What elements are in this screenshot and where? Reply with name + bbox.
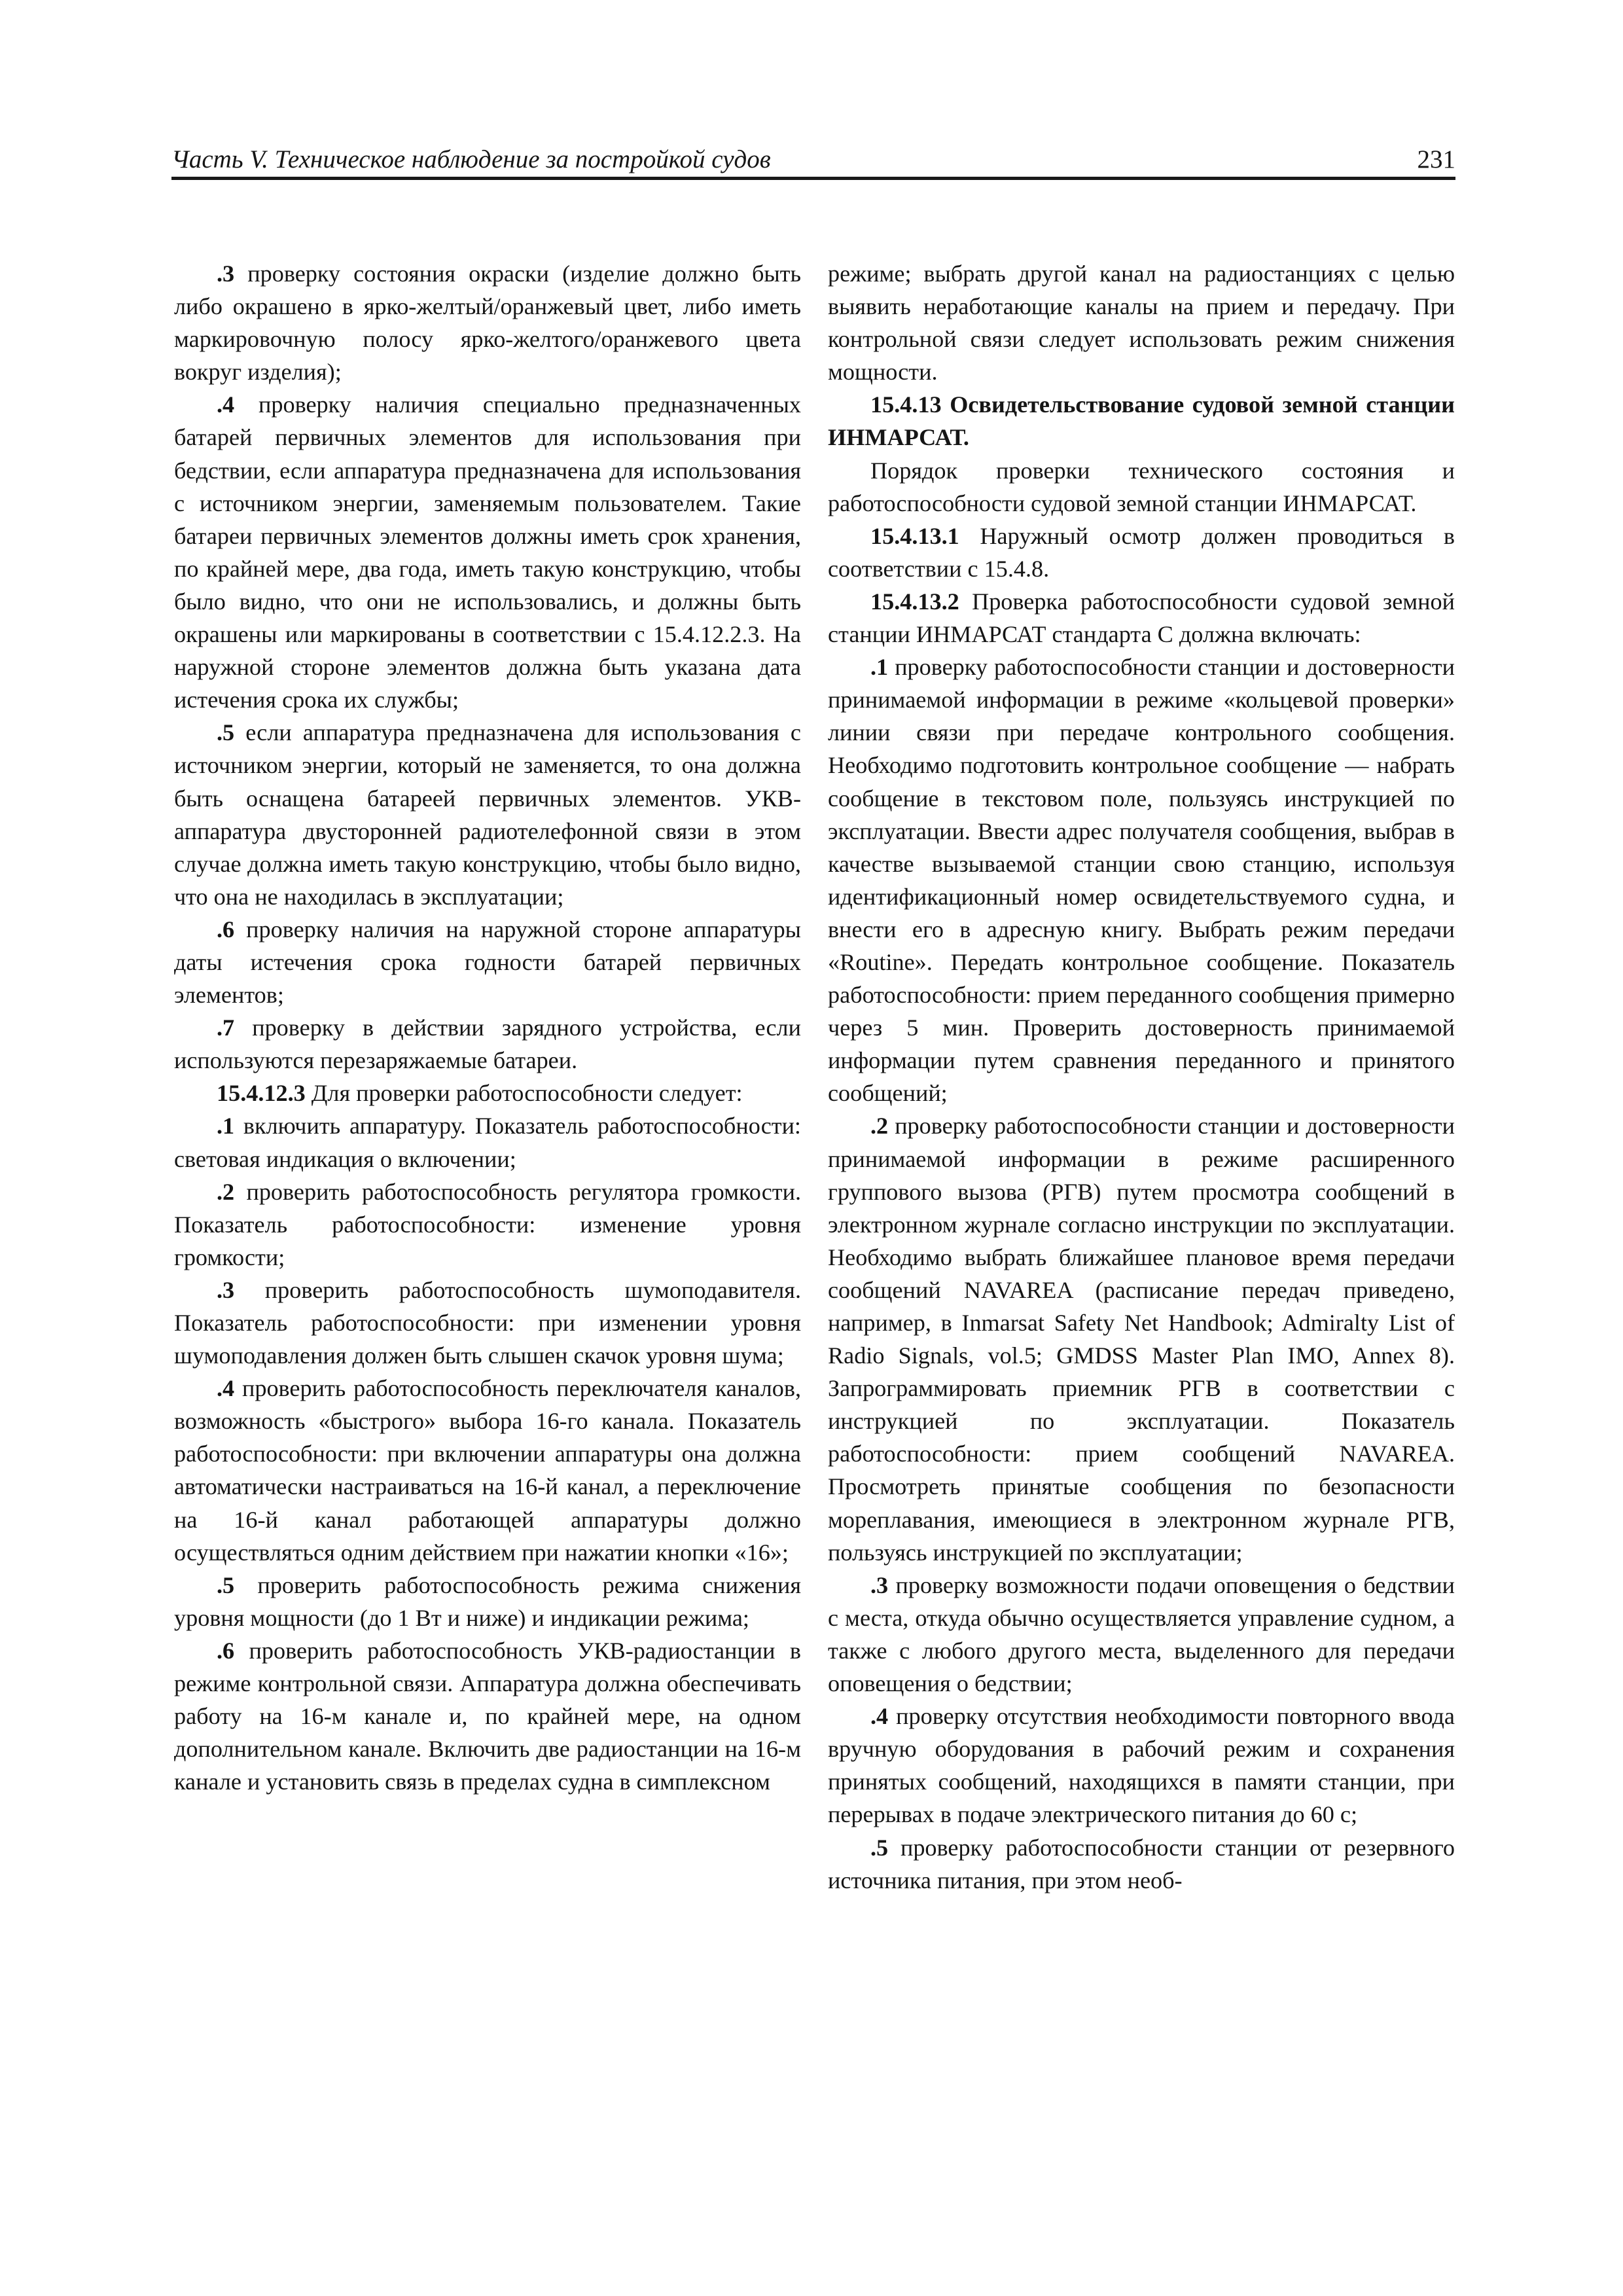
list-item: .4 проверку отсутствия необходимости повторного ввода вручную оборудования в рабочий режим и сохранения принятых сообщений, находящихся в памяти станции, при перерывах в подаче электрического питания до 60 с; — [828, 1703, 1455, 1828]
list-item: .3 проверку возможности подачи оповещения о бедствии с места, откуда обычно осуществляется управление судном, а также с любого другого места, выделенного для передачи оповещения о бедствии; — [828, 1571, 1455, 1697]
intro-paragraph: Порядок проверки технического состояния и работоспособности судовой земной станции ИНМАРСАТ. — [828, 457, 1455, 516]
list-item: .6 проверить работоспособность УКВ-радиостанции в режиме контрольной связи. Аппаратура должна обеспечивать работу на 16-м канале и, по крайней мере, на одном дополнительном канале. Включить две радиостанции на 16-м канале и установить связь в пределах судна в симплексном — [174, 1637, 801, 1795]
continuation-paragraph: режиме; выбрать другой канал на радиостанциях с целью выявить неработающие каналы на прием и передачу. При контрольной связи следует использовать режим снижения мощности. — [828, 260, 1455, 386]
list-item: .3 проверить работоспособность шумоподавителя. Показатель работоспособности: при изменении уровня шумоподавления должен быть слышен скачок уровня шума; — [174, 1276, 801, 1369]
clause-paragraph: 15.4.12.3 Для проверки работоспособности следует: — [217, 1080, 743, 1107]
list-item: .2 проверку работоспособности станции и достоверности принимаемой информации в режиме расширенного группового вызова (РГВ) путем просмотра сообщений в электронном журнале согласно инструкции по эксплуатации. Необходимо выбрать ближайшее плановое время передачи сообщений NAVAREA (расписание передач приведено, например, в Inmarsat Safety Net Handbook; Admiralty List of Radio Signals, vol.5; GMDSS Master Plan IMO, Annex 8). Запрограммировать приемник РГВ в соответствии с инструкцией по эксплуатации. Показатель работоспособности: прием сообщений NAVAREA. Просмотреть принятые сообщения по безопасности мореплавания, имеющиеся в электронном журнале РГВ, пользуясь инструкцией по эксплуатации; — [828, 1113, 1455, 1566]
running-header-title: Часть V. Техническое наблюдение за постройкой судов — [171, 145, 771, 173]
list-item: .4 проверить работоспособность переключателя каналов, возможность «быстрого» выбора 16-го канала. Показатель работоспособности: при включении аппаратуры она должна автоматически настраиваться на 16-й канал, а переключение на 16-й канал работающей аппаратуры должно осуществляться одним действием при нажатии кнопки «16»; — [174, 1375, 801, 1566]
list-item: .5 проверить работоспособность режима снижения уровня мощности (до 1 Вт и ниже) и индикации режима; — [174, 1571, 801, 1631]
list-item: .1 включить аппаратуру. Показатель работоспособности: световая индикация о включении; — [174, 1113, 801, 1172]
left-column — [174, 257, 801, 1798]
list-item: .4 проверку наличия специально предназначенных батарей первичных элементов для использования при бедствии, если аппаратура предназначена для использования с источником энергии, заменяемым пользователем. Такие батареи первичных элементов должны иметь срок хранения, по крайней мере, два года, иметь такую конструкцию, чтобы было видно, что они не использовались, и должны быть окрашены или маркированы в соответствии с 15.4.12.2.3. На наружной стороне элементов должна быть указана дата истечения срока их службы; — [174, 391, 801, 713]
clause-paragraph: 15.4.13.1 Наружный осмотр должен проводиться в соответствии с 15.4.8. — [828, 522, 1455, 582]
list-item: .2 проверить работоспособность регулятора громкости. Показатель работоспособности: изменение уровня громкости; — [174, 1178, 801, 1270]
right-column — [828, 257, 1455, 1897]
clause-paragraph: 15.4.13.2 Проверка работоспособности судовой земной станции ИНМАРСАТ стандарта С должна включать: — [828, 588, 1455, 648]
list-item: .5 если аппаратура предназначена для использования с источником энергии, который не заменяется, то она должна быть оснащена батареей первичных элементов. УКВ-аппаратура двусторонней радиотелефонной связи в этом случае должна иметь такую конструкцию, чтобы было видно, что она не находилась в эксплуатации; — [174, 719, 801, 910]
list-item: .5 проверку работоспособности станции от резервного источника питания, при этом необ- — [828, 1834, 1455, 1893]
page-number: 231 — [1417, 145, 1455, 173]
list-item: .3 проверку состояния окраски (изделие должно быть либо окрашено в ярко-желтый/оранжевый цвет, либо иметь маркировочную полосу ярко-желтого/оранжевого цвета вокруг изделия); — [174, 260, 801, 386]
list-item: .7 проверку в действии зарядного устройства, если используются перезаряжаемые батареи. — [174, 1014, 801, 1074]
list-item: .1 проверку работоспособности станции и достоверности принимаемой информации в режиме «кольцевой проверки» линии связи при передаче контрольного сообщения. Необходимо подготовить контрольное сообщение — набрать сообщение в текстовом поле, пользуясь инструкцией по эксплуатации. Ввести адрес получателя сообщения, выбрав в качестве вызываемой станции свою станцию, используя идентификационный номер освидетельствуемого судна, и внести его в адресную книгу. Выбрать режим передачи «Routine». Передать контрольное сообщение. Показатель работоспособности: прием переданного сообщения примерно через 5 мин. Проверить достоверность принимаемой информации путем сравнения переданного и принятого сообщений; — [828, 654, 1455, 1107]
section-heading: 15.4.13 Освидетельствование судовой земной станции ИНМАРСАТ. — [828, 391, 1455, 451]
page-header — [171, 143, 1455, 180]
list-item: .6 проверку наличия на наружной стороне аппаратуры даты истечения срока годности батарей первичных элементов; — [174, 916, 801, 1009]
